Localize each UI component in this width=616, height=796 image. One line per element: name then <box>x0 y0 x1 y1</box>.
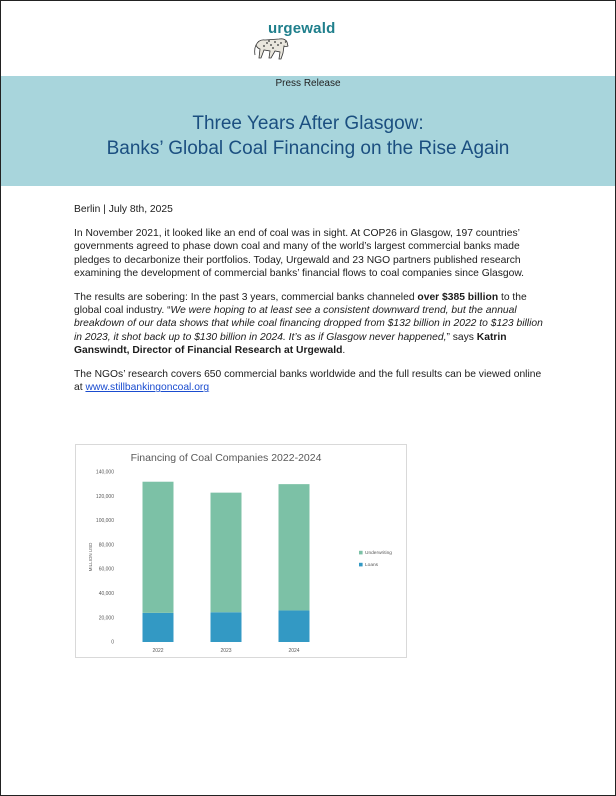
y-tick-label: 140,000 <box>95 469 114 476</box>
chart-svg <box>76 445 406 657</box>
y-tick-label: 40,000 <box>98 591 114 598</box>
title-line-2: Banks’ Global Coal Financing on the Rise Again <box>106 138 510 159</box>
bar-loans-2022 <box>143 613 174 642</box>
logo-wordmark: urgewald <box>268 20 336 37</box>
legend-swatch-underwriting <box>359 551 363 555</box>
bar-underwriting-2024 <box>279 484 310 610</box>
page-title <box>1 111 615 161</box>
title-line-1: Three Years After Glasgow: <box>192 113 424 134</box>
paragraph-results <box>74 291 544 357</box>
results-intro: The results are sobering: In the past 3 years, commercial banks channeled <box>74 292 418 304</box>
y-tick-label: 100,000 <box>95 518 114 525</box>
research-text: The NGOs’ research covers 650 commercial banks worldwide and the full results can be viewed online at <box>74 369 542 394</box>
bar-loans-2023 <box>211 612 242 642</box>
leopard-icon <box>253 33 291 61</box>
x-tick-label: 2023 <box>220 648 232 654</box>
chart-ylabel: MILLION USD <box>88 542 93 572</box>
x-tick-label: 2024 <box>288 648 300 654</box>
x-tick-label: 2022 <box>152 648 164 654</box>
results-quote: We were hoping to at least see a consistent downward trend, but the annual breakdown of our data shows that while coal financing dropped from $132 billion in 2022 to $123 billion in 2023, it shot back up to $130 billion in 2024. It’s as if Glasgow never happened, <box>74 305 543 343</box>
y-tick-label: 0 <box>111 639 114 646</box>
legend-label-underwriting: Underwriting <box>365 551 392 556</box>
bar-underwriting-2022 <box>143 482 174 613</box>
legend-swatch-loans <box>359 563 363 567</box>
results-speaker: Katrin Ganswindt, Director of Financial Research at Urgewald <box>74 331 507 356</box>
y-tick-label: 20,000 <box>98 615 114 622</box>
stillbankingoncoal-link[interactable]: www.stillbankingoncoal.org <box>85 382 210 394</box>
paragraph-intro: In November 2021, it looked like an end of coal was in sight. At COP26 in Glasgow, 197 countries’ governments agreed to phase down coal and many of the world’s largest commercial banks made pledges to decarbonize their portfolios. Today, Urgewald and 23 NGO partners published research examining the development of commercial banks’ financial flows to coal companies since Glasgow. <box>74 228 525 279</box>
results-end: . <box>342 344 346 356</box>
bar-underwriting-2023 <box>211 493 242 613</box>
y-tick-label: 80,000 <box>98 542 114 549</box>
paragraph-research <box>74 368 544 394</box>
press-release-label: Press Release <box>275 78 341 89</box>
title-banner <box>1 76 615 186</box>
results-amount: over $385 billion <box>417 292 499 304</box>
article-body <box>74 203 544 405</box>
coal-financing-chart <box>75 444 407 658</box>
y-tick-label: 60,000 <box>98 566 114 573</box>
legend-label-loans: Loans <box>365 563 379 568</box>
results-close-quote: ” says <box>446 331 477 343</box>
dateline: Berlin | July 8th, 2025 <box>74 204 173 215</box>
results-after-amount: to the global coal industry. “ <box>74 292 527 317</box>
y-tick-label: 120,000 <box>95 493 114 500</box>
chart-title: Financing of Coal Companies 2022-2024 <box>130 452 322 464</box>
bar-loans-2024 <box>279 610 310 642</box>
